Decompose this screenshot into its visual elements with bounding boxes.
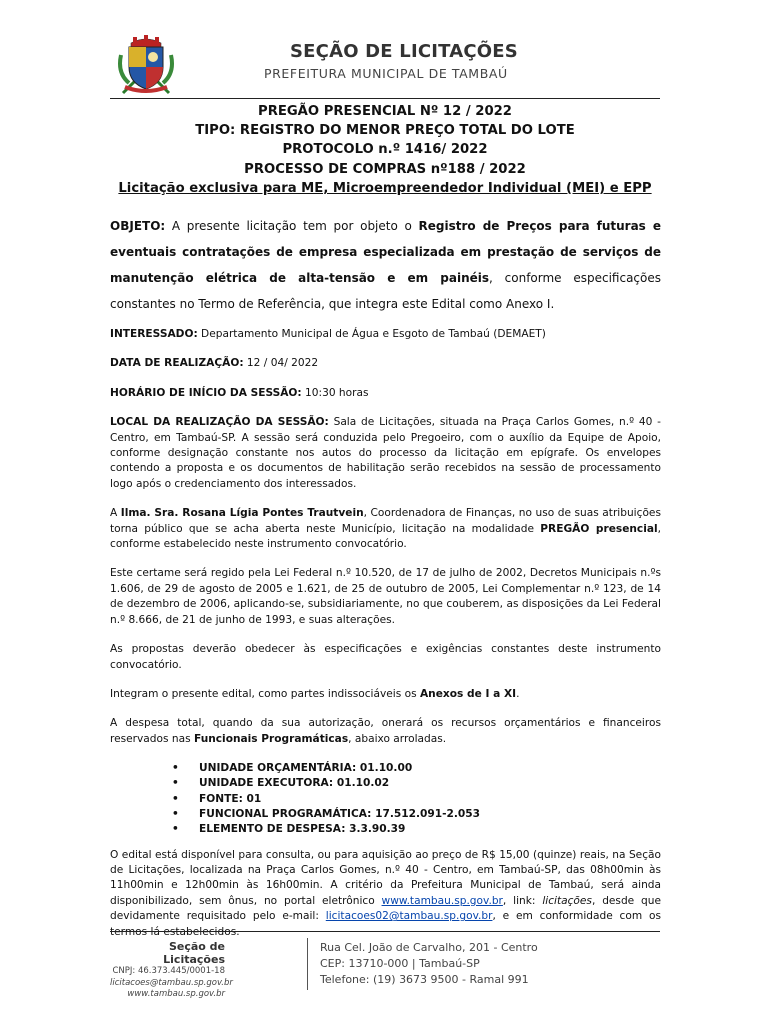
objeto-text-end: , conforme especificações constantes no Termo de Referência, que integra este Edital como Anexo I. bbox=[110, 271, 662, 311]
municipality-subtitle: PREFEITURA MUNICIPAL DE TAMBAÚ bbox=[264, 66, 508, 81]
ilma-mid: , Coordenadora de Finanças, no uso de suas atribuições torna público que se acha aberta neste Município, licitação na modalidade bbox=[110, 507, 661, 535]
horario-line bbox=[110, 386, 661, 401]
objeto-bold: Registro de Preços para futuras e eventuais contratações de empresa especializada em prestação de serviços de manutenção elétrica de alta-tensão e em painéis bbox=[110, 219, 661, 285]
objeto-paragraph bbox=[110, 213, 661, 317]
funcionais: Funcionais Programáticas bbox=[193, 732, 349, 745]
data-value: 12 / 04/ 2022 bbox=[243, 357, 319, 370]
list-item bbox=[110, 776, 661, 791]
heading-pregao: PREGÃO PRESENCIAL Nº 12 / 2022 bbox=[258, 104, 512, 119]
list-item bbox=[110, 761, 661, 776]
document-body bbox=[110, 213, 661, 940]
data-label: DATA DE REALIZAÇÃO: bbox=[110, 357, 244, 370]
certame-paragraph: Este certame será regido pela Lei Federal n.º 10.520, de 17 de julho de 2002, Decretos Municipais n.ºs 1.606, de 29 de agosto de 2005 e 1.621, de 25 de outubro de 2005, Lei Complementar n.º 123, de 14 de dezembro de 2006, aplicando-se, subsidiariamente, no que couberem, as disposições da Lei Federal n.º 8.666, de 21 de junho de 1993, e suas alterações. bbox=[110, 567, 661, 626]
footer-divider bbox=[110, 931, 660, 932]
letterhead bbox=[110, 28, 660, 98]
heading-tipo: TIPO: REGISTRO DO MENOR PREÇO TOTAL DO LOTE bbox=[195, 123, 575, 139]
integram-paragraph bbox=[110, 687, 661, 702]
footer-section-title: Seção de Licitações bbox=[163, 940, 225, 966]
footer-email: licitacoes@tambau.sp.gov.br bbox=[110, 977, 233, 988]
ilma-paragraph bbox=[110, 506, 661, 552]
ilma-post: , conforme estabelecido neste instrumento convocatório. bbox=[110, 522, 662, 551]
ilma-pre: A bbox=[110, 507, 121, 520]
edital-text: O edital está disponível para consulta, ou para aquisição ao preço de R$ 15,00 (quinze) reais, na Seção de Licitações, localizada na Praça Carlos Gomes, n.º 40 - Centro, em Tambaú-SP, das 08h00min às 11h00min e 12h00min às 16h00min. A critério da Prefeitura Municipal de Tambaú, será ainda disponibilizado, sem ônus, no portal eletrônico bbox=[110, 848, 661, 907]
local-label: LOCAL DA REALIZAÇÃO DA SESSÃO: bbox=[110, 416, 329, 429]
header-divider bbox=[110, 98, 660, 99]
budget-list bbox=[110, 761, 661, 837]
footer-cep: CEP: 13710-000 | Tambaú-SP bbox=[320, 957, 480, 970]
bullet-icon: • bbox=[172, 777, 179, 790]
portal-link[interactable]: www.tambau.sp.gov.br bbox=[381, 894, 503, 907]
bullet-icon: • bbox=[172, 762, 179, 775]
footer-contact-right bbox=[320, 940, 538, 988]
budget-item-text: ELEMENTO DE DESPESA: 3.3.90.39 bbox=[199, 823, 406, 836]
budget-item-text: UNIDADE ORÇAMENTÁRIA: 01.10.00 bbox=[199, 762, 413, 775]
integram-post: . bbox=[516, 687, 520, 700]
footer-cnpj: CNPJ: 46.373.445/0001-18 bbox=[112, 966, 225, 976]
propostas-paragraph: As propostas deverão obedecer às especificações e exigências constantes deste instrumento convocatório. bbox=[110, 643, 661, 671]
despesa-paragraph bbox=[110, 716, 661, 747]
interessado-value: Departamento Municipal de Água e Esgoto de Tambaú (DEMAET) bbox=[197, 328, 546, 340]
edital-text-2: , link: bbox=[502, 894, 543, 907]
edital-paragraph bbox=[110, 848, 661, 940]
coat-of-arms-icon bbox=[115, 33, 177, 95]
bullet-icon: • bbox=[172, 808, 179, 821]
despesa-pre: A despesa total, quando da sua autorização, onerará os recursos orçamentários e financeiros reservados nas bbox=[110, 717, 661, 745]
footer-contact-left bbox=[110, 940, 233, 1001]
budget-item-text: FONTE: 01 bbox=[199, 792, 262, 805]
document-heading bbox=[110, 102, 660, 198]
list-item bbox=[110, 807, 661, 822]
horario-value: 10:30 horas bbox=[301, 386, 369, 399]
list-item bbox=[110, 792, 661, 807]
local-paragraph bbox=[110, 415, 661, 492]
heading-exclusiva: Licitação exclusiva para ME, Microempreendedor Individual (MEI) e EPP bbox=[118, 180, 652, 196]
licitacoes-link-label: licitações bbox=[542, 894, 592, 907]
local-value: Sala de Licitações, situada na Praça Carlos Gomes, n.º 40 - Centro, em Tambaú-SP. A sessão será conduzida pelo Pregoeiro, com o auxílio da Equipe de Apoio, conforme designação constante nos autos do processo da licitação em epígrafe. Os envelopes contendo a proposta e os documentos de habilitação serão recebidos na sessão de processamento logo após o credenciamento dos interessados. bbox=[110, 416, 661, 490]
objeto-text: A presente licitação tem por objeto o bbox=[165, 219, 419, 233]
data-realizacao-line bbox=[110, 356, 661, 371]
section-title: SEÇÃO DE LICITAÇÕES bbox=[290, 41, 518, 62]
heading-protocolo: PROTOCOLO n.º 1416/ 2022 bbox=[282, 142, 488, 158]
edital-text-4: , e em conformidade com os termos lá estabelecidos. bbox=[110, 910, 661, 938]
footer-phone: Telefone: (19) 3673 9500 - Ramal 991 bbox=[320, 973, 529, 986]
bullet-icon: • bbox=[172, 823, 179, 836]
anexos: Anexos de I a XI bbox=[419, 687, 517, 700]
despesa-post: , abaixo arroladas. bbox=[348, 732, 447, 745]
footer-separator bbox=[307, 938, 308, 990]
footer-site: www.tambau.sp.gov.br bbox=[127, 989, 225, 1000]
integram-pre: Integram o presente edital, como partes indissociáveis os bbox=[110, 687, 420, 700]
horario-label: HORÁRIO DE INÍCIO DA SESSÃO: bbox=[110, 386, 302, 399]
modalidade: PREGÃO presencial bbox=[540, 522, 658, 535]
budget-item-text: UNIDADE EXECUTORA: 01.10.02 bbox=[199, 777, 390, 790]
email-link[interactable]: licitacoes02@tambau.sp.gov.br bbox=[325, 910, 493, 923]
footer-address: Rua Cel. João de Carvalho, 201 - Centro bbox=[320, 941, 538, 954]
coordinator-name: Ilma. Sra. Rosana Lígia Pontes Trautvein bbox=[120, 507, 364, 520]
edital-text-3: , desde que devidamente requisitado pelo e-mail: bbox=[110, 894, 661, 923]
bullet-icon: • bbox=[172, 792, 179, 805]
objeto-label: OBJETO: bbox=[110, 219, 166, 233]
interessado-line bbox=[110, 327, 661, 342]
budget-item-text: FUNCIONAL PROGRAMÁTICA: 17.512.091-2.053 bbox=[199, 808, 481, 821]
list-item bbox=[110, 822, 661, 837]
interessado-label: INTERESSADO: bbox=[110, 328, 198, 340]
heading-processo: PROCESSO DE COMPRAS nº188 / 2022 bbox=[244, 161, 526, 177]
